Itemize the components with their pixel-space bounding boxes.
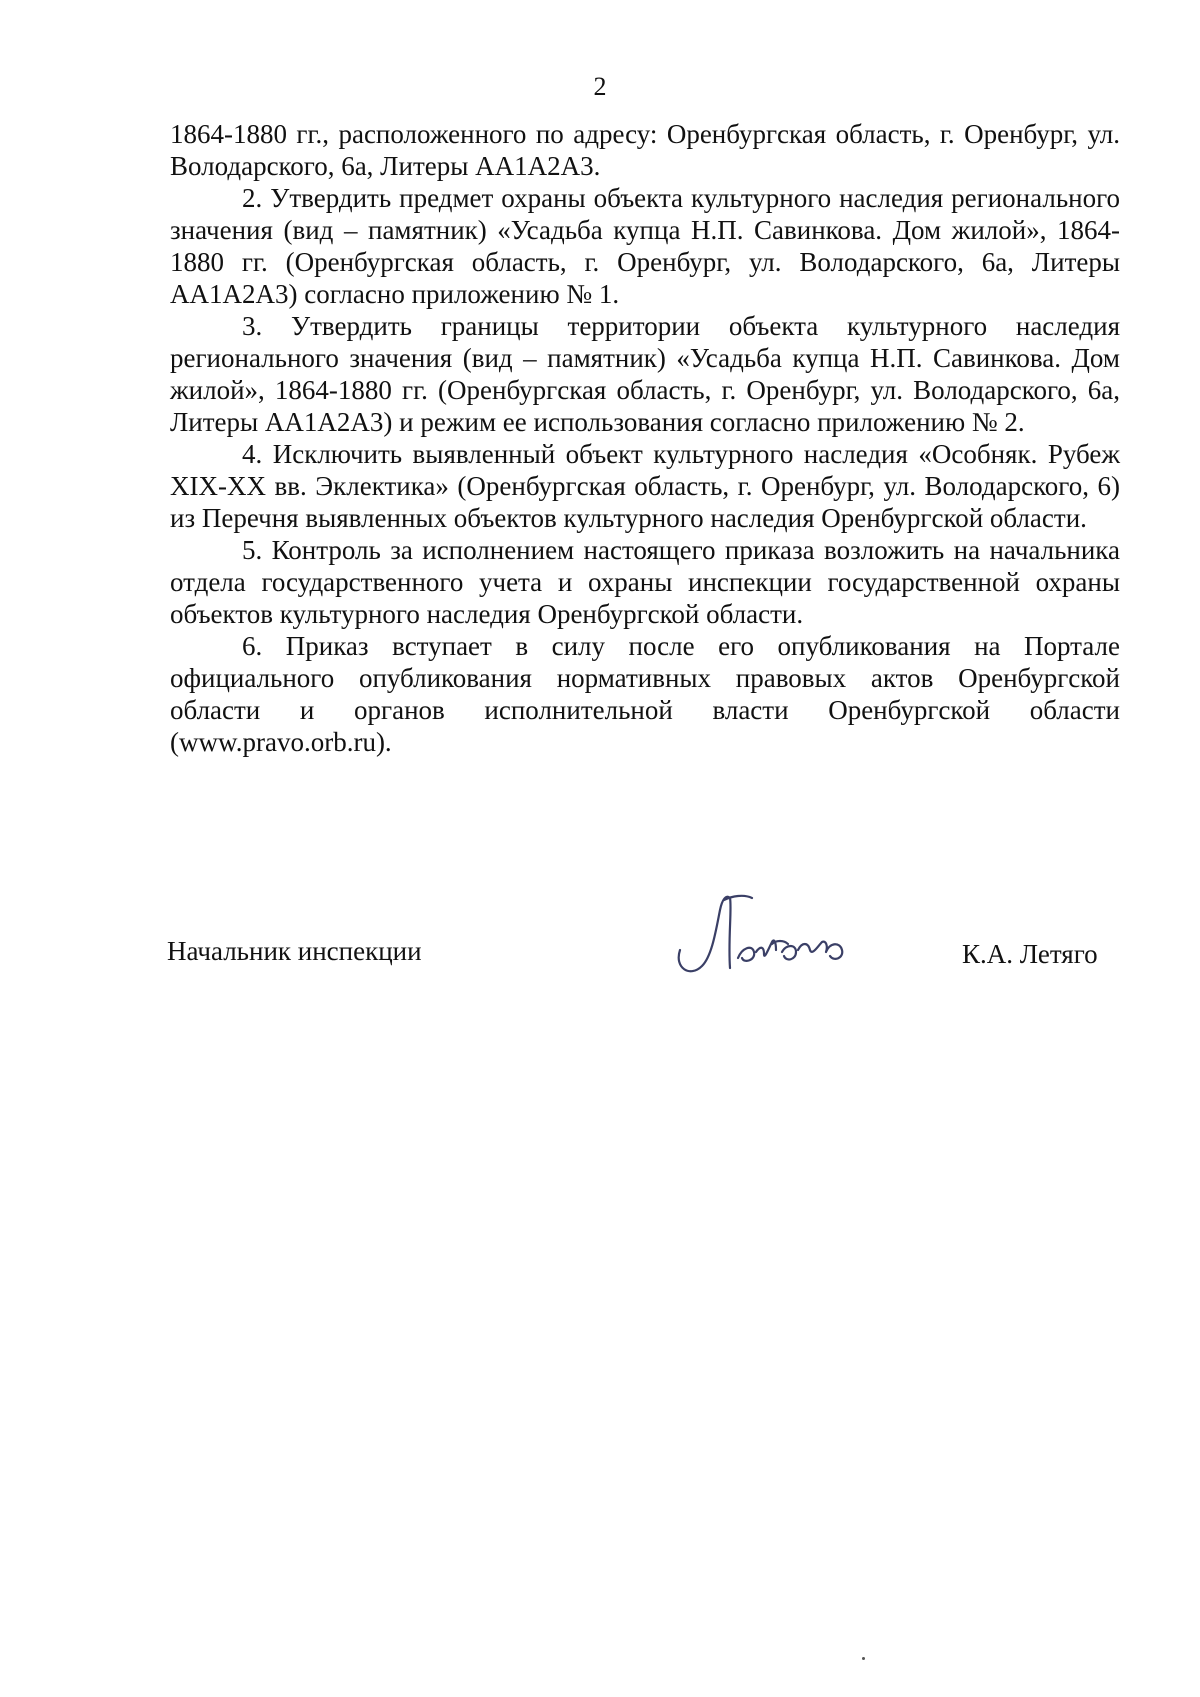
scan-artifact-dot (862, 1657, 865, 1660)
paragraph-item-3: 3. Утвердить границы территории объекта культурного наследия регионального значения (вид – памятник) «Усадьба купца Н.П. Савинкова. Дом жилой», 1864-1880 гг. (Оренбургская область, г. Оренбург, ул. Володарского, 6а, Литеры АА1А2А3) и режим ее использования согласно приложению № 2. (170, 311, 1120, 437)
signatory-name: К.А. Летяго (962, 939, 1098, 969)
paragraph-item-4: 4. Исключить выявленный объект культурного наследия «Особняк. Рубеж XIX-XX вв. Эклектика» (Оренбургская область, г. Оренбург, ул. Володарского, 6) из Перечня выявленных объектов культурного наследия Оренбургской области. (170, 439, 1120, 533)
document-body (170, 118, 1120, 758)
paragraph-item-2: 2. Утвердить предмет охраны объекта культурного наследия регионального значения (вид – памятник) «Усадьба купца Н.П. Савинкова. Дом жилой», 1864-1880 гг. (Оренбургская область, г. Оренбург, ул. Володарского, 6а, Литеры АА1А2А3) согласно приложению № 1. (170, 183, 1120, 309)
signature-block (0, 880, 1200, 990)
paragraph-item-6: 6. Приказ вступает в силу после его опубликования на Портале официального опубликования нормативных правовых актов Оренбургской области и органов исполнительной власти Оренбургской области (www.pravo.orb.ru). (170, 631, 1120, 757)
paragraph-continuation: 1864-1880 гг., расположенного по адресу: Оренбургская область, г. Оренбург, ул. Володарского, 6а, Литеры АА1А2А3. (170, 119, 1120, 181)
handwritten-signature (672, 880, 862, 980)
page-number: 2 (593, 72, 607, 101)
paragraph-item-5: 5. Контроль за исполнением настоящего приказа возложить на начальника отдела государственного учета и охраны инспекции государственной охраны объектов культурного наследия Оренбургской области. (170, 535, 1120, 629)
signatory-role: Начальник инспекции (167, 936, 422, 966)
